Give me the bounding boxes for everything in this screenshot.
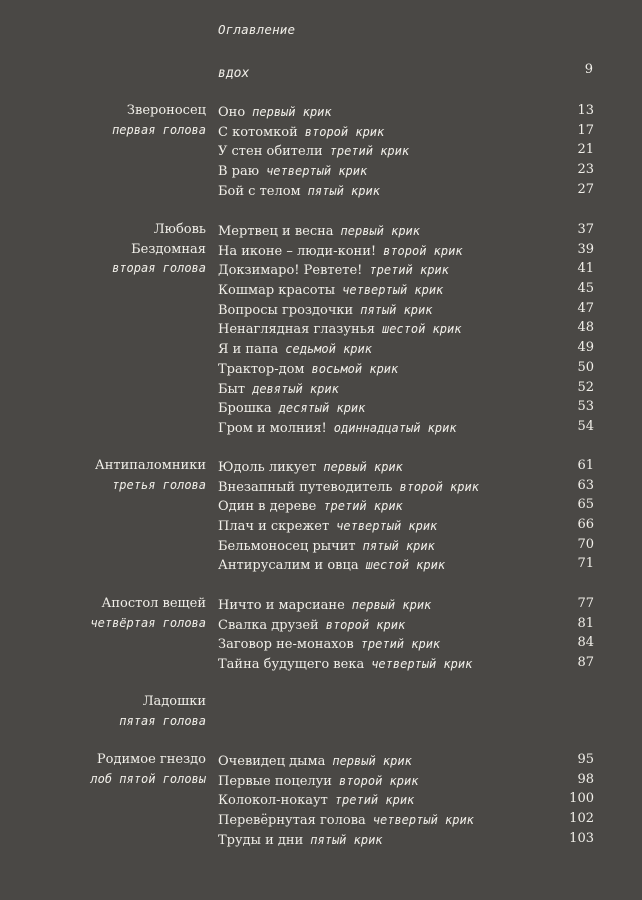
intro-page-number: 9 bbox=[584, 62, 593, 77]
toc-entry[interactable] bbox=[218, 770, 594, 790]
entry-page-number: 37 bbox=[577, 222, 594, 237]
toc-entry[interactable] bbox=[218, 259, 594, 279]
toc-entry[interactable] bbox=[218, 338, 594, 358]
section-title: Ладошки bbox=[142, 694, 206, 709]
entry-page-number: 98 bbox=[577, 771, 594, 787]
entry-title: Антирусалим и овца bbox=[218, 558, 359, 574]
toc-entry[interactable] bbox=[218, 121, 594, 141]
toc-entry[interactable] bbox=[218, 495, 594, 515]
toc-entry[interactable] bbox=[218, 318, 594, 338]
entry-page-number: 70 bbox=[577, 536, 594, 552]
entry-title: Внезапный путеводитель bbox=[218, 479, 393, 495]
entry-cry-label: третий крик bbox=[329, 144, 410, 159]
entry-page-number: 47 bbox=[577, 300, 594, 316]
toc-entry[interactable] bbox=[218, 417, 594, 437]
toc-entry[interactable] bbox=[218, 554, 594, 574]
entry-cry-label: девятый крик bbox=[252, 381, 339, 396]
entry-title: Оно bbox=[218, 105, 246, 120]
toc-entry[interactable] bbox=[218, 829, 594, 849]
entry-page-number: 13 bbox=[577, 103, 594, 118]
entry-title: Один в дереве bbox=[218, 499, 317, 515]
entry-cry-label: восьмой крик bbox=[311, 361, 399, 376]
entry-page-number: 17 bbox=[577, 122, 594, 138]
toc-entry[interactable] bbox=[218, 456, 594, 476]
section-subtitle: вторая голова bbox=[112, 261, 206, 276]
entry-cry-label: первый крик bbox=[340, 224, 421, 238]
toc-entry[interactable] bbox=[218, 299, 594, 319]
entry-cry-label: шестой крик bbox=[381, 322, 462, 337]
section-heading bbox=[90, 594, 206, 633]
entry-title: В раю bbox=[218, 164, 260, 180]
page-title: Оглавление bbox=[218, 22, 296, 37]
entry-cry-label: третий крик bbox=[323, 499, 403, 514]
toc-entry[interactable] bbox=[218, 140, 594, 160]
entry-cry-label: четвертый крик bbox=[266, 164, 368, 179]
entry-title: Мертвец и весна bbox=[218, 224, 334, 239]
section-subtitle: пятая голова bbox=[119, 713, 206, 728]
entry-cry-label: второй крик bbox=[304, 124, 385, 139]
toc-entry[interactable] bbox=[218, 101, 594, 121]
entry-cry-label: второй крик bbox=[325, 617, 406, 632]
entry-page-number: 61 bbox=[577, 458, 594, 473]
entry-title: Перевёрнутая голова bbox=[218, 813, 366, 829]
entry-cry-label: одиннадцатый крик bbox=[333, 420, 457, 435]
entry-list bbox=[218, 594, 594, 673]
toc-entry[interactable] bbox=[218, 476, 594, 496]
entry-cry-label: первый крик bbox=[323, 460, 403, 474]
entry-list bbox=[218, 750, 594, 848]
entry-title: Бой с телом bbox=[218, 183, 301, 199]
toc-entry[interactable] bbox=[218, 378, 594, 398]
entry-cry-label: четвертый крик bbox=[372, 813, 474, 828]
entry-cry-label: второй крик bbox=[338, 773, 419, 788]
section-title: Бездомная bbox=[131, 241, 206, 257]
entry-title: Вопросы гроздочки bbox=[218, 302, 354, 318]
entry-title: Тайна будущего века bbox=[218, 657, 365, 673]
entry-title: Свалка друзей bbox=[218, 617, 319, 633]
entry-page-number: 48 bbox=[577, 320, 594, 336]
entry-page-number: 53 bbox=[577, 399, 594, 415]
toc-entry[interactable] bbox=[218, 614, 594, 634]
entry-page-number: 81 bbox=[577, 615, 594, 631]
entry-cry-label: десятый крик bbox=[278, 401, 366, 416]
toc-entry[interactable] bbox=[218, 279, 594, 299]
section-title: Любовь bbox=[153, 222, 206, 237]
entry-cry-label: седьмой крик bbox=[285, 342, 372, 357]
entry-page-number: 52 bbox=[577, 379, 594, 395]
toc-entry[interactable] bbox=[218, 809, 594, 829]
entry-cry-label: первый крик bbox=[332, 754, 412, 768]
entry-title: Заговор не-монахов bbox=[218, 637, 354, 653]
entry-page-number: 49 bbox=[577, 340, 594, 356]
entry-page-number: 63 bbox=[577, 477, 594, 493]
entry-page-number: 41 bbox=[577, 261, 594, 277]
entry-title: Докзимаро! Ревтете! bbox=[218, 263, 363, 279]
entry-page-number: 84 bbox=[577, 635, 594, 651]
toc-entry[interactable] bbox=[218, 750, 594, 770]
section-heading bbox=[112, 220, 206, 279]
entry-title: Гром и молния! bbox=[218, 420, 327, 436]
entry-page-number: 102 bbox=[569, 811, 594, 827]
entry-page-number: 95 bbox=[577, 752, 594, 767]
entry-cry-label: третий крик bbox=[334, 793, 415, 808]
entry-cry-label: пятый крик bbox=[310, 832, 383, 847]
entry-title: Я и папа bbox=[218, 342, 279, 358]
entry-title: Бельмоносец рычит bbox=[218, 538, 356, 554]
entry-cry-label: пятый крик bbox=[362, 538, 435, 553]
toc-entry[interactable] bbox=[218, 653, 594, 673]
entry-page-number: 50 bbox=[577, 359, 594, 375]
section-title: Антипаломники bbox=[94, 458, 206, 473]
entry-page-number: 103 bbox=[569, 830, 594, 846]
section-title: Звероносец bbox=[126, 103, 206, 118]
toc-entry[interactable] bbox=[218, 358, 594, 378]
entry-page-number: 87 bbox=[577, 655, 594, 671]
entry-cry-label: первый крик bbox=[351, 598, 432, 612]
entry-page-number: 54 bbox=[577, 418, 594, 434]
section-title: Родимое гнездо bbox=[96, 752, 206, 767]
section-subtitle: первая голова bbox=[112, 122, 206, 137]
entry-page-number: 71 bbox=[577, 556, 594, 572]
entry-page-number: 21 bbox=[577, 142, 594, 158]
entry-page-number: 66 bbox=[577, 517, 594, 533]
toc-entry[interactable] bbox=[218, 240, 594, 260]
entry-title: У стен обители bbox=[218, 144, 323, 160]
toc-entry[interactable] bbox=[218, 220, 594, 240]
entry-list bbox=[218, 456, 594, 574]
section-heading bbox=[112, 101, 206, 140]
entry-cry-label: третий крик bbox=[360, 637, 441, 652]
entry-page-number: 23 bbox=[577, 162, 594, 178]
section-heading bbox=[90, 750, 206, 789]
toc-entry[interactable] bbox=[218, 397, 594, 417]
toc-entry[interactable] bbox=[218, 515, 594, 535]
entry-cry-label: четвертый крик bbox=[371, 657, 473, 672]
section-subtitle: четвёртая голова bbox=[90, 615, 206, 630]
entry-cry-label: третий крик bbox=[369, 263, 449, 278]
entry-title: Первые поцелуи bbox=[218, 773, 332, 789]
entry-title: Колокол-нокаут bbox=[218, 793, 328, 809]
section-heading bbox=[95, 456, 206, 495]
entry-title: Очевидец дыма bbox=[218, 754, 326, 769]
entry-cry-label: четвертый крик bbox=[342, 283, 444, 298]
entry-title: На иконе – люди-кони! bbox=[218, 243, 377, 259]
entry-page-number: 39 bbox=[577, 241, 594, 257]
entry-page-number: 27 bbox=[577, 181, 594, 197]
entry-page-number: 100 bbox=[569, 791, 594, 807]
entry-title: Ненаглядная глазунья bbox=[218, 322, 375, 338]
entry-list bbox=[218, 220, 594, 437]
entry-list bbox=[218, 101, 594, 199]
entry-cry-label: пятый крик bbox=[360, 302, 433, 317]
entry-title: С котомкой bbox=[218, 124, 298, 140]
section-title: Апостол вещей bbox=[101, 596, 206, 611]
entry-cry-label: первый крик bbox=[252, 105, 332, 119]
intro-title: вдох bbox=[218, 66, 250, 81]
entry-cry-label: второй крик bbox=[383, 243, 463, 258]
toc-entry[interactable] bbox=[218, 180, 594, 200]
entry-title: Брошка bbox=[218, 401, 272, 417]
toc-entry[interactable] bbox=[218, 160, 594, 180]
entry-title: Ничто и марсиане bbox=[218, 598, 345, 613]
entry-title: Труды и дни bbox=[218, 832, 304, 848]
toc-entry[interactable] bbox=[218, 789, 594, 809]
section-heading bbox=[119, 692, 206, 731]
toc-entry[interactable] bbox=[218, 633, 594, 653]
entry-page-number: 65 bbox=[577, 497, 594, 513]
toc-entry[interactable] bbox=[218, 535, 594, 555]
entry-cry-label: второй крик bbox=[399, 479, 479, 494]
toc-entry[interactable] bbox=[218, 594, 594, 614]
entry-title: Трактор-дом bbox=[218, 361, 305, 377]
entry-cry-label: четвертый крик bbox=[336, 519, 438, 534]
section-subtitle: третья голова bbox=[112, 477, 206, 492]
entry-title: Кошмар красоты bbox=[218, 283, 336, 299]
entry-title: Юдоль ликует bbox=[218, 460, 317, 475]
entry-page-number: 77 bbox=[577, 596, 594, 611]
entry-cry-label: шестой крик bbox=[365, 558, 446, 573]
entry-title: Быт bbox=[218, 381, 246, 397]
intro-entry[interactable] bbox=[218, 62, 593, 80]
entry-page-number: 45 bbox=[577, 281, 594, 297]
entry-cry-label: пятый крик bbox=[307, 183, 380, 198]
entry-title: Плач и скрежет bbox=[218, 519, 330, 535]
section-subtitle: лоб пятой головы bbox=[90, 771, 206, 786]
